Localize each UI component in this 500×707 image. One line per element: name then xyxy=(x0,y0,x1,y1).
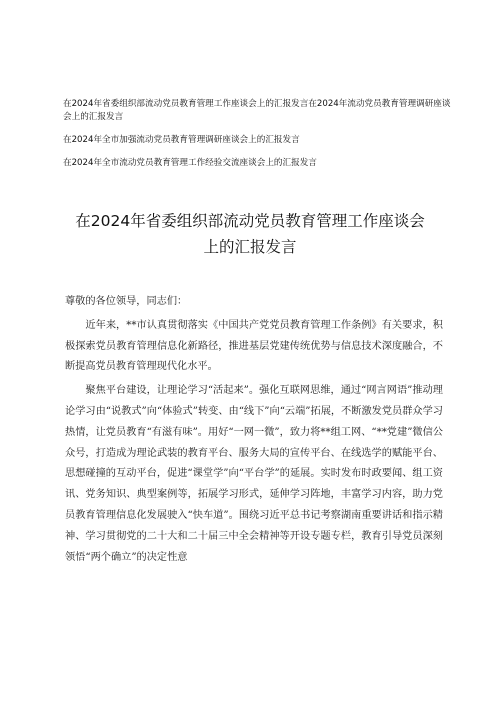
toc-item[interactable]: 在2024年全市流动党员教育管理工作经验交流座谈会上的汇报发言 xyxy=(63,158,317,168)
body-paragraph: 聚焦平台建设，让理论学习“活起来”。强化互联网思维，通过“网言网语”推动理论学习由“说教式”向“体验式”转变、由“线下”向“云端”拓展，不断激发党员群众学习热情，让党员教育“有滋有味”。用好“一网一微”，致力将**组工网、“**党建”微信公众号，打造成为理论武装的教育平台、服务大局的宣传平台、在线选学的赋能平台、思想碰撞的互动平台，促进“课堂学”向“平台学”的延展。实时发布时政要闻、组工资讯、党务知识、典型案例等，拓展学习形式，延伸学习阵地，丰富学习内容，助力党员教育管理信息化发展驶入“快车道”。围绕习近平总书记考察湖南重要讲话和指示精神、学习贯彻党的二十大和二十届三中全会精神等开设专题专栏，教育引导党员深刻领悟“两个确立”的决定性意 xyxy=(65,385,443,563)
toc-item[interactable]: 在2024年全市加强流动党员教育管理调研座谈会上的汇报发言 xyxy=(63,135,300,145)
body-paragraph: 近年来，**市认真贯彻落实《中国共产党党员教育管理工作条例》有关要求，积极探索党员教育管理信息化新路径，推进基层党建传统优势与信息技术深度融合，不断提高党员教育管理现代化水平。 xyxy=(65,319,443,373)
document-body xyxy=(65,292,443,571)
salutation: 尊敬的各位领导，同志们： xyxy=(65,296,188,307)
toc-item[interactable]: 在2024年省委组织部流动党员教育管理工作座谈会上的汇报发言在2024年流动党员教育管理调研座谈会上的汇报发言 xyxy=(63,99,451,122)
table-of-contents xyxy=(63,98,458,180)
document-title: 在2024年省委组织部流动党员教育管理工作座谈会上的汇报发言 xyxy=(75,212,425,256)
